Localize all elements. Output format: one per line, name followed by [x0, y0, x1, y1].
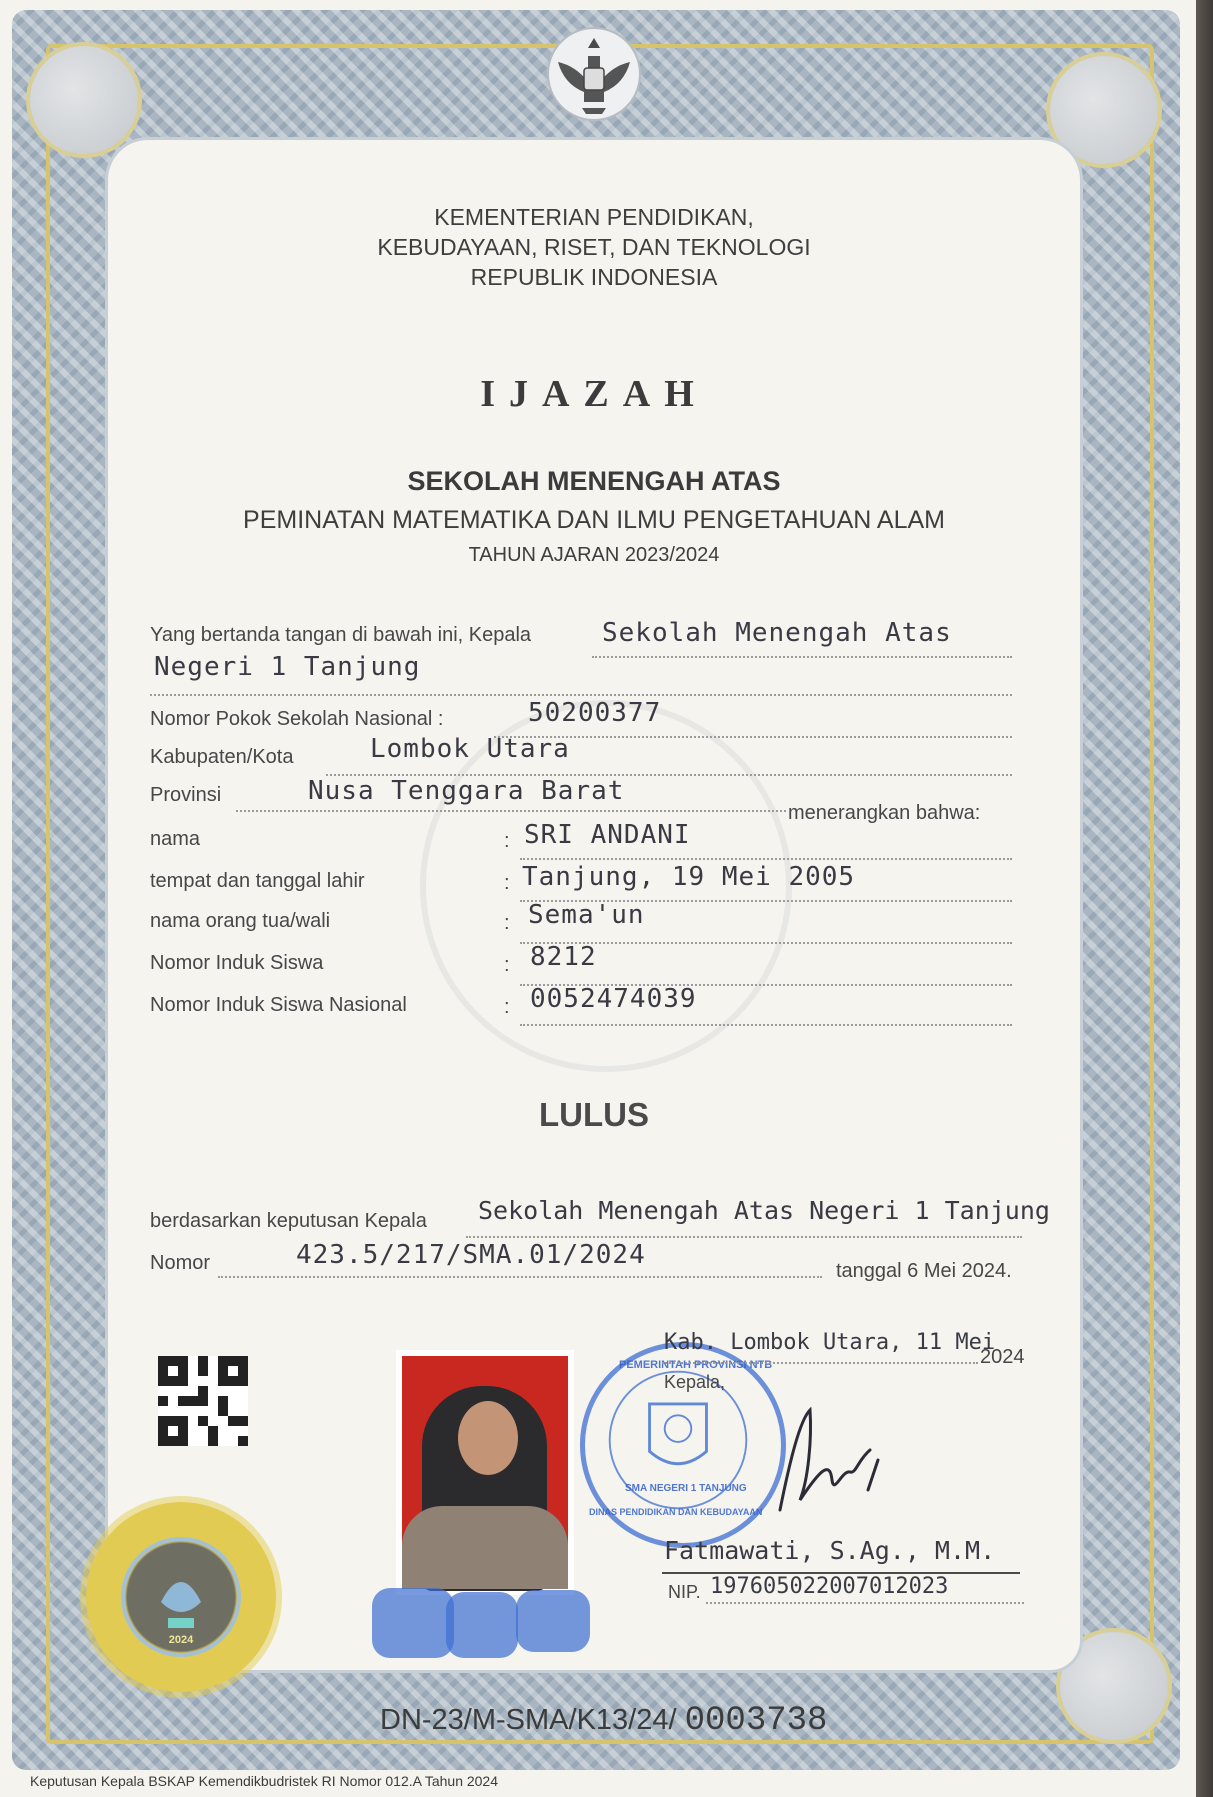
- decision-label: berdasarkan keputusan Kepala: [150, 1210, 427, 1232]
- ministry-line-2: KEBUDAYAAN, RISET, DAN TEKNOLOGI: [377, 234, 811, 260]
- garuda-emblem-icon: [546, 24, 642, 124]
- ministry-header: [108, 202, 1080, 292]
- background-edge: [1196, 0, 1213, 1797]
- nisn-value: 0052474039: [530, 984, 697, 1014]
- document-title: IJAZAH: [480, 373, 708, 415]
- study-program: PEMINATAN MATEMATIKA DAN ILMU PENGETAHUAN ALAM: [243, 506, 945, 534]
- serial-code: 23/M-SMA/K13/24/: [431, 1704, 677, 1736]
- dotted-line: [706, 1602, 1024, 1604]
- colon: :: [504, 830, 510, 852]
- dotted-line: [466, 1236, 1022, 1238]
- decision-school-value: Sekolah Menengah Atas Negeri 1 Tanjung: [478, 1196, 1050, 1225]
- birth-label: tempat dan tanggal lahir: [150, 870, 365, 892]
- legal-basis-note: Keputusan Kepala BSKAP Kemendikbudristek RI Nomor 012.A Tahun 2024: [30, 1773, 499, 1789]
- principal-name: Fatmawati, S.Ag., M.M.: [664, 1536, 996, 1565]
- student-name-label: nama: [150, 828, 201, 850]
- npsn-value: 50200377: [528, 698, 662, 728]
- qr-code-icon: [158, 1356, 248, 1446]
- school-level: SEKOLAH MENENGAH ATAS: [407, 466, 781, 496]
- academic-year: TAHUN AJARAN 2023/2024: [468, 544, 720, 566]
- signature-year: 2024: [980, 1346, 1025, 1368]
- serial-number: [380, 1702, 827, 1740]
- parent-label: nama orang tua/wali: [150, 910, 331, 932]
- colon: :: [504, 996, 510, 1018]
- province-label: Provinsi: [150, 784, 222, 806]
- dotted-line: [494, 736, 1012, 738]
- serial-prefix: DN-: [380, 1704, 432, 1736]
- hologram-year: 2024: [168, 1634, 194, 1646]
- colon: :: [504, 912, 510, 934]
- dotted-line: [236, 810, 786, 812]
- signature-scribble: [760, 1400, 900, 1520]
- nis-label: Nomor Induk Siswa: [150, 952, 324, 974]
- nisn-label: Nomor Induk Siswa Nasional: [150, 994, 407, 1016]
- seal-text-top: PEMERINTAH PROVINSI NTB: [619, 1359, 773, 1371]
- birth-value: Tanjung, 19 Mei 2005: [522, 862, 856, 892]
- stamp-ink: [516, 1590, 590, 1652]
- corner-ornament-top-left: [30, 46, 138, 154]
- seal-text-bottom: DINAS PENDIDIKAN DAN KEBUDAYAAN: [589, 1507, 763, 1517]
- ministry-line-1: KEMENTERIAN PENDIDIKAN,: [434, 204, 754, 230]
- stamp-ink: [446, 1592, 518, 1658]
- student-photo: [396, 1350, 574, 1595]
- principal-title: Kepala,: [664, 1372, 726, 1392]
- declares-text: menerangkan bahwa:: [788, 802, 981, 824]
- school-name-line-2: Negeri 1 Tanjung: [154, 652, 421, 682]
- parent-value: Sema'un: [528, 900, 645, 930]
- school-name-line-1: Sekolah Menengah Atas: [602, 618, 952, 648]
- colon: :: [504, 872, 510, 894]
- dotted-line: [150, 694, 1012, 696]
- npsn-label: Nomor Pokok Sekolah Nasional :: [150, 708, 444, 730]
- province-value: Nusa Tenggara Barat: [308, 776, 625, 806]
- principal-statement-label: Yang bertanda tangan di bawah ini, Kepala: [150, 624, 532, 646]
- stamp-ink: [372, 1588, 454, 1658]
- nip-label: NIP.: [668, 1582, 701, 1602]
- serial-value: 0003738: [684, 1702, 828, 1740]
- hologram-seal: [86, 1502, 276, 1692]
- student-name-value: SRI ANDANI: [524, 820, 691, 850]
- decision-date: tanggal 6 Mei 2024.: [836, 1260, 1012, 1282]
- tut-wuri-handayani-icon: [86, 1502, 276, 1692]
- result-passed: LULUS: [539, 1096, 649, 1133]
- dotted-line: [520, 858, 1012, 860]
- dotted-line: [520, 1024, 1012, 1026]
- nis-value: 8212: [530, 942, 597, 972]
- decision-number-label: Nomor: [150, 1252, 211, 1274]
- colon: :: [504, 954, 510, 976]
- decision-number-value: 423.5/217/SMA.01/2024: [296, 1240, 646, 1270]
- ministry-line-3: REPUBLIK INDONESIA: [470, 264, 718, 290]
- nip-value: 197605022007012023: [710, 1574, 949, 1599]
- dotted-line: [218, 1276, 822, 1278]
- dotted-line: [662, 1362, 978, 1364]
- regency-label: Kabupaten/Kota: [150, 746, 294, 768]
- corner-ornament-top-right: [1050, 56, 1158, 164]
- dotted-line: [592, 656, 1012, 658]
- signature-place-date: Kab. Lombok Utara, 11 Mei: [664, 1330, 996, 1355]
- seal-text-center: SMA NEGERI 1 TANJUNG: [625, 1483, 747, 1494]
- regency-value: Lombok Utara: [370, 734, 570, 764]
